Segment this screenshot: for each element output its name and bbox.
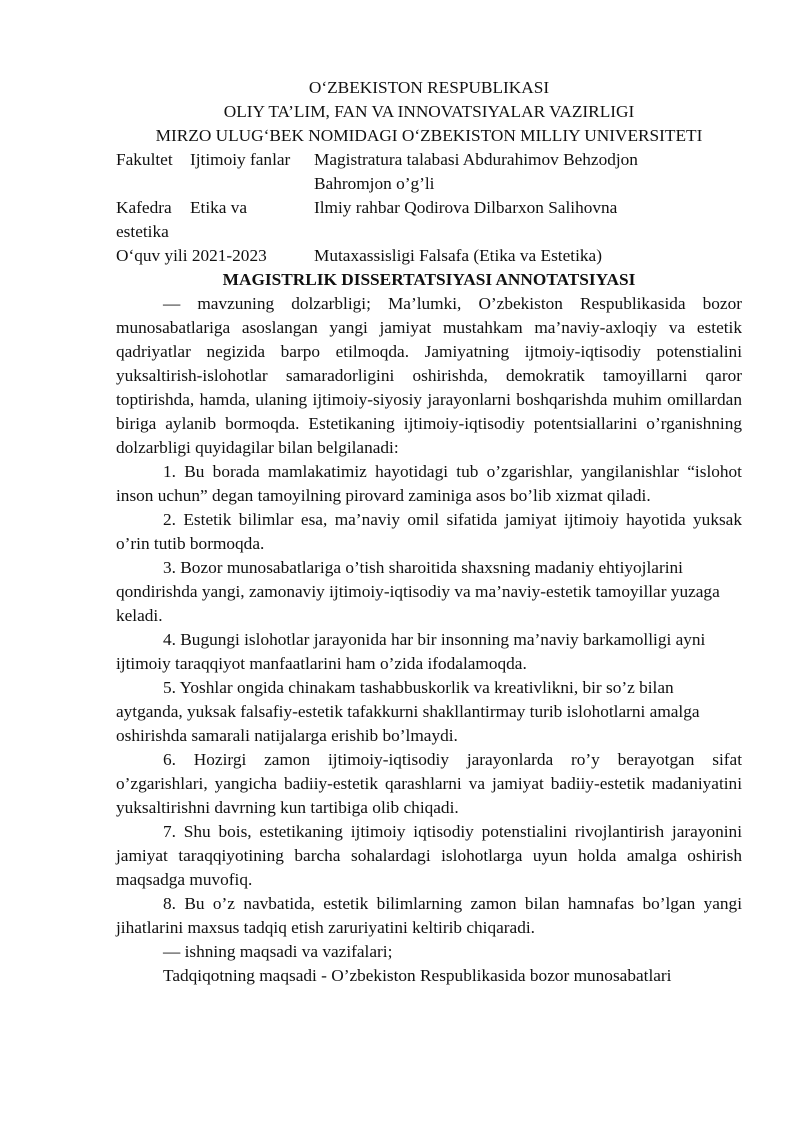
list-item-4: 4. Bugungi islohotlar jarayonida har bir insonning ma’naviy barkamolligi ayni ijtimoiy taraqqiyot manfaatlarini ham o’zida ifodalamoqda. xyxy=(116,630,706,673)
paragraph-research-goal: Tadqiqotning maqsadi - O’zbekiston Respublikasida bozor munosabatlari xyxy=(163,966,672,985)
faculty-value: Ijtimoiy fanlar xyxy=(190,150,291,169)
department-value-cont: estetika xyxy=(116,222,169,241)
header-republic: O‘ZBEKISTON RESPUBLIKASI xyxy=(308,78,550,97)
student-name-cont: Bahromjon o’g’li xyxy=(314,174,435,193)
study-year: O‘quv yili 2021-2023 xyxy=(116,246,267,265)
department-label: Kafedra xyxy=(116,198,172,217)
section-heading-goals: — ishning maqsadi va vazifalari; xyxy=(163,942,393,961)
list-item-2: 2. Estetik bilimlar esa, ma’naviy omil sifatida jamiyat ijtimoiy hayotida yuksak o’rin tutib bormoqda. xyxy=(116,510,742,553)
list-item-5: 5. Yoshlar ongida chinakam tashabbuskorlik va kreativlikni, bir so’z bilan aytganda, yuksak falsafiy-estetik tafakkurni shakllantirmay turib islohotlarni amalga oshirishda samarali natijalarga erishib bo’lmaydi. xyxy=(116,678,700,745)
paragraph-relevance: — mavzuning dolzarbligi; Ma’lumki, O’zbekiston Respublikasida bozor munosabatlariga asoslangan yangi jamiyat mustahkam ma’naviy-axloqiy va estetik qadriyatlar negizida barpo etilmoqda. Jamiyatning ijtmoiy-iqtisodiy potenstialini yuksaltirish-islohotlar samaradorligini oshirishda, demokratik tamoyillarni qaror toptirishda, hamda, ulaning ijtimoiy-siyosiy jarayonlarni boshqarishda muhim omillardan biriga aylanib bormoqda. Estetikaning ijtimoiy-iqtisodiy potentsiallarini o’rganishning dolzarbligi quyidagilar bilan belgilanadi: xyxy=(116,294,742,457)
header-ministry: OLIY TA’LIM, FAN VA INNOVATSIYALAR VAZIRLIGI xyxy=(223,102,635,121)
list-item-3: 3. Bozor munosabatlariga o’tish sharoitida shaxsning madaniy ehtiyojlarini qondirishda yangi, zamonaviy ijtimoiy-iqtisodiy va ma’naviy-estetik tamoyillar yuzaga keladi. xyxy=(116,558,720,625)
faculty-label: Fakultet xyxy=(116,150,173,169)
department-value: Etika va xyxy=(190,198,248,217)
list-item-6: 6. Hozirgi zamon ijtimoiy-iqtisodiy jarayonlarda ro’y berayotgan sifat o’zgarishlari, yangicha badiiy-estetik qarashlarni va jamiyat badiiy-estetik madaniyatini yuksaltirishni davrning kun tartibiga olib chiqadi. xyxy=(116,750,742,817)
specialty: Mutaxassisligi Falsafa (Etika va Estetika) xyxy=(314,246,602,265)
header-university: MIRZO ULUG‘BEK NOMIDAGI O‘ZBEKISTON MILLIY UNIVERSITETI xyxy=(155,126,703,145)
list-item-1: 1. Bu borada mamlakatimiz hayotidagi tub o’zgarishlar, yangilanishlar “islohot inson uchun” degan tamoyilning pirovard zaminiga asos bo’lib xizmat qiladi. xyxy=(116,462,742,505)
student-name: Magistratura talabasi Abdurahimov Behzodjon xyxy=(314,150,638,169)
document-page xyxy=(116,76,742,988)
info-block xyxy=(116,148,742,268)
list-item-7: 7. Shu bois, estetikaning ijtimoiy iqtisodiy potenstialini rivojlantirish jarayonini jamiyat taraqqiyotining barcha sohalardagi islohotlarga uyun holda amalga oshirish maqsadga muvofiq. xyxy=(116,822,742,889)
advisor: Ilmiy rahbar Qodirova Dilbarxon Salihovna xyxy=(314,198,618,217)
document-header xyxy=(116,76,742,148)
list-item-8: 8. Bu o’z navbatida, estetik bilimlarning zamon bilan hamnafas bo’lgan yangi jihatlarini maxsus tadqiq etish zaruriyatini keltirib chiqaradi. xyxy=(116,894,742,937)
document-title: MAGISTRLIK DISSERTATSIYASI ANNOTATSIYASI xyxy=(222,270,636,289)
